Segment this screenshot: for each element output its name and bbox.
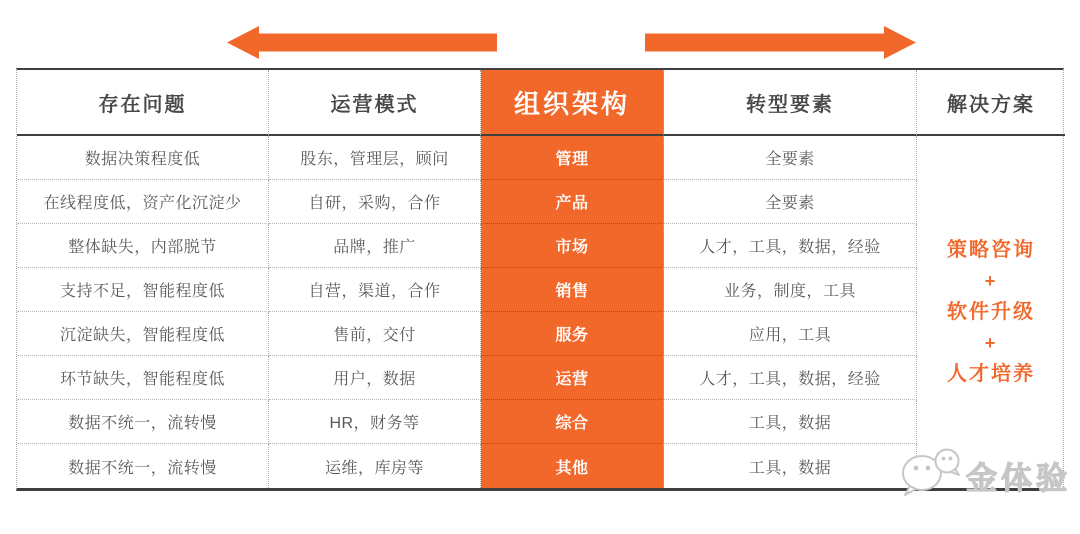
cell-org: 其他	[481, 444, 664, 488]
cell-org: 管理	[481, 136, 664, 180]
watermark	[898, 446, 1071, 504]
cell-mode: 自营，渠道，合作	[269, 268, 481, 312]
cell-problem: 数据不统一，流转慢	[17, 400, 269, 444]
cell-mode: 运维，库房等	[269, 444, 481, 488]
cell-org: 综合	[481, 400, 664, 444]
column-header-problems: 存在问题	[17, 70, 269, 136]
solution-merged-cell	[917, 136, 1065, 488]
watermark-text: 金体验	[966, 460, 1071, 496]
cell-problem: 支持不足，智能程度低	[17, 268, 269, 312]
cell-mode: 自研，采购，合作	[269, 180, 481, 224]
column-header-organization: 组织架构	[481, 70, 664, 136]
cell-mode: 品牌，推广	[269, 224, 481, 268]
cell-problem: 整体缺失，内部脱节	[17, 224, 269, 268]
cell-elements: 工具，数据	[664, 400, 917, 444]
cell-elements: 工具，数据	[664, 444, 917, 488]
cell-org: 销售	[481, 268, 664, 312]
wechat-chat-bubbles-icon	[898, 446, 962, 504]
cell-problem: 数据决策程度低	[17, 136, 269, 180]
arrow-right-icon	[645, 24, 918, 61]
cell-elements: 应用，工具	[664, 312, 917, 356]
solution-line: 软件升级	[947, 300, 1035, 323]
cell-mode: 股东，管理层，顾问	[269, 136, 481, 180]
column-header-elements: 转型要素	[664, 70, 917, 136]
plus-sign: +	[984, 270, 998, 291]
cell-org: 产品	[481, 180, 664, 224]
cell-problem: 环节缺失，智能程度低	[17, 356, 269, 400]
cell-elements: 人才，工具，数据，经验	[664, 224, 917, 268]
cell-elements: 全要素	[664, 180, 917, 224]
cell-mode: 售前，交付	[269, 312, 481, 356]
plus-sign: +	[984, 332, 998, 353]
cell-org: 运营	[481, 356, 664, 400]
cell-elements: 业务，制度，工具	[664, 268, 917, 312]
cell-problem: 数据不统一，流转慢	[17, 444, 269, 488]
cell-org: 市场	[481, 224, 664, 268]
cell-elements: 人才，工具，数据，经验	[664, 356, 917, 400]
column-header-solution: 解决方案	[917, 70, 1065, 136]
cell-problem: 在线程度低，资产化沉淀少	[17, 180, 269, 224]
arrow-left-icon	[225, 24, 497, 61]
solution-line: 策略咨询	[947, 238, 1035, 261]
solution-line: 人才培养	[947, 362, 1035, 385]
cell-problem: 沉淀缺失，智能程度低	[17, 312, 269, 356]
transformation-table	[16, 68, 1064, 491]
cell-org: 服务	[481, 312, 664, 356]
cell-elements: 全要素	[664, 136, 917, 180]
column-header-operation: 运营模式	[269, 70, 481, 136]
cell-mode: 用户，数据	[269, 356, 481, 400]
cell-mode: HR，财务等	[269, 400, 481, 444]
